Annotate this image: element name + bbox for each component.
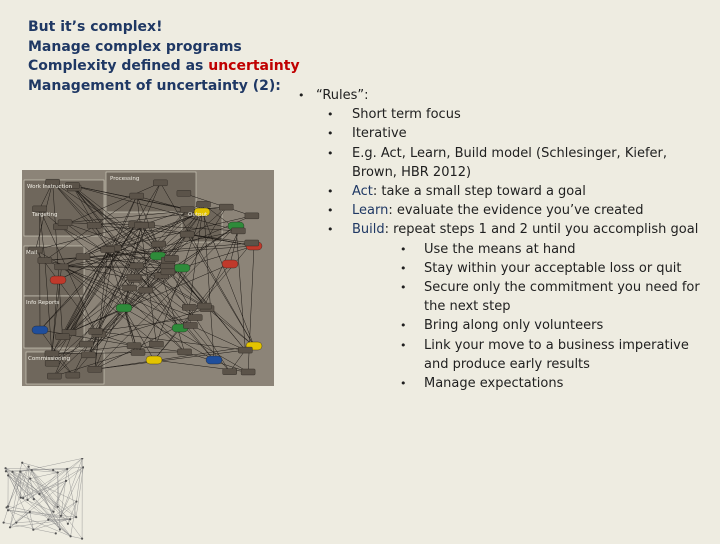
rule-item: • E.g. Act, Learn, Build model (Schlesinger, Kiefer, Brown, HBR 2012) (298, 144, 708, 182)
bullet-icon: • (400, 316, 407, 335)
corner-node (11, 471, 13, 473)
network-diagram-svg (22, 170, 274, 386)
diagram-label: Info Reports (26, 300, 59, 306)
corner-node (69, 518, 71, 520)
network-node (149, 341, 163, 347)
heading-line-4: Management of uncertainty (2): (28, 77, 300, 97)
network-node (89, 328, 103, 334)
corner-edge (4, 523, 56, 534)
bullet-icon: • (327, 201, 334, 220)
corner-edge (71, 502, 77, 537)
corner-node (52, 469, 54, 471)
network-node (66, 372, 80, 378)
corner-node (4, 467, 6, 469)
network-node (139, 287, 153, 293)
network-node (177, 190, 191, 196)
network-node (130, 193, 144, 199)
corner-node (57, 506, 59, 508)
rule-item-act: • Act: take a small step toward a goal (298, 182, 708, 201)
bullet-icon: • (327, 182, 334, 201)
network-node (127, 343, 141, 349)
network-node (134, 222, 148, 228)
diagram-label: Output (188, 212, 208, 218)
network-node (174, 264, 190, 272)
network-edge (134, 244, 159, 277)
network-node (101, 246, 115, 252)
network-node (178, 349, 192, 355)
diagram-label: Work Instruction (27, 184, 73, 190)
corner-node (9, 526, 11, 528)
corner-node (66, 468, 68, 470)
bullet-icon: • (327, 220, 334, 239)
rules-title: • “Rules”: (298, 86, 708, 105)
network-node (88, 366, 102, 372)
rule-key: Learn (352, 203, 388, 218)
diagram-label: Processing (110, 176, 139, 182)
bullet-icon: • (327, 124, 334, 143)
diagram-label: Mail (26, 250, 38, 256)
network-corner-svg (0, 458, 84, 540)
network-node (81, 352, 95, 358)
rule-key: Act (352, 184, 373, 199)
corner-node (75, 516, 77, 518)
corner-node (33, 498, 35, 500)
sub-rule-item: • Use the means at hand (298, 240, 708, 259)
diagram-label: Commissioning (28, 356, 70, 362)
corner-node (20, 497, 22, 499)
corner-node (69, 535, 71, 537)
corner-node (57, 471, 59, 473)
corner-node (19, 471, 21, 473)
network-node (79, 341, 93, 347)
sub-rule-item: • Bring along only volunteers (298, 316, 708, 335)
network-graph-corner (0, 458, 84, 540)
slide-heading (28, 18, 300, 96)
network-node (33, 206, 47, 212)
corner-edge (8, 475, 70, 536)
network-node (180, 231, 194, 237)
bullet-icon: • (400, 240, 407, 259)
network-node (197, 303, 211, 309)
network-node (146, 356, 162, 364)
network-node (183, 322, 197, 328)
network-node (87, 222, 101, 228)
bullet-icon: • (327, 144, 334, 163)
corner-node (21, 462, 23, 464)
heading-line-1: But it’s complex! (28, 18, 300, 38)
network-node (38, 257, 52, 263)
rule-item-learn: • Learn: evaluate the evidence you’ve created (298, 201, 708, 220)
corner-node (5, 470, 7, 472)
network-node (161, 269, 175, 275)
corner-node (67, 523, 69, 525)
corner-node (27, 465, 29, 467)
corner-edge (6, 468, 77, 517)
corner-node (26, 499, 28, 501)
corner-node (47, 519, 49, 521)
corner-node (75, 500, 77, 502)
network-node (241, 369, 255, 375)
corner-edge (8, 467, 83, 510)
network-node (47, 373, 61, 379)
corner-edge (67, 469, 76, 517)
network-edge (95, 346, 254, 369)
network-node (231, 228, 245, 234)
network-node (130, 263, 144, 269)
corner-node (15, 522, 17, 524)
sub-rule-item: • Secure only the commitment you need for the next step (298, 278, 708, 316)
network-node (56, 334, 70, 340)
corner-edge (30, 512, 34, 530)
network-node (50, 276, 66, 284)
corner-node (29, 477, 31, 479)
network-edge (202, 212, 254, 346)
corner-edge (28, 458, 83, 499)
rule-item: • Short term focus (298, 105, 708, 124)
complexity-network-diagram (22, 170, 274, 386)
bullet-icon: • (400, 374, 407, 393)
network-node (223, 369, 237, 375)
diagram-label: Targeting (31, 212, 58, 218)
network-node (161, 263, 175, 269)
network-edge (190, 325, 229, 371)
network-node (206, 356, 222, 364)
bullet-icon: • (400, 259, 407, 278)
heading-line-2: Manage complex programs (28, 38, 300, 58)
bullet-icon: • (298, 86, 305, 105)
corner-node (3, 521, 5, 523)
corner-node (22, 497, 24, 499)
bullet-icon: • (327, 105, 334, 124)
corner-node (31, 469, 33, 471)
corner-node (65, 480, 67, 482)
corner-node (5, 506, 7, 508)
network-node (153, 180, 167, 186)
network-node (245, 240, 259, 246)
network-node (127, 274, 141, 280)
corner-edge (16, 519, 70, 522)
network-node (123, 285, 137, 291)
network-node (164, 255, 178, 261)
network-node (116, 304, 132, 312)
corner-node (7, 474, 9, 476)
corner-node (55, 532, 57, 534)
corner-node (38, 493, 40, 495)
corner-edge (8, 506, 70, 519)
corner-node (7, 509, 9, 511)
rule-item-build: • Build: repeat steps 1 and 2 until you accomplish goal (298, 220, 708, 239)
corner-edge (20, 458, 82, 471)
rule-item: • Iterative (298, 124, 708, 143)
network-node (152, 241, 166, 247)
heading-line-3 (28, 57, 300, 77)
network-node (222, 260, 238, 268)
corner-edge (6, 468, 71, 536)
network-node (76, 254, 90, 260)
rules-list (298, 86, 708, 393)
network-node (58, 220, 72, 226)
rule-key: Build (352, 222, 385, 237)
network-node (55, 264, 69, 270)
corner-node (59, 528, 61, 530)
corner-node (52, 511, 54, 513)
corner-edge (6, 467, 83, 471)
network-node (131, 349, 145, 355)
sub-rule-item: • Manage expectations (298, 374, 708, 393)
corner-node (32, 529, 34, 531)
bullet-icon: • (400, 278, 407, 297)
sub-rule-item: • Link your move to a business imperative and produce early results (298, 336, 708, 374)
network-node (196, 201, 210, 207)
network-node (182, 304, 196, 310)
corner-edge (61, 458, 82, 515)
network-node (245, 213, 259, 219)
network-node (188, 315, 202, 321)
heading-line-3-prefix: Complexity defined as (28, 58, 208, 74)
corner-node (81, 538, 83, 540)
network-node (32, 326, 48, 334)
uncertainty-highlight: uncertainty (208, 58, 299, 74)
corner-node (29, 511, 31, 513)
corner-node (60, 515, 62, 517)
bullet-icon: • (400, 336, 407, 355)
network-node (219, 204, 233, 210)
network-node (238, 347, 252, 353)
sub-rule-item: • Stay within your acceptable loss or quit (298, 259, 708, 278)
